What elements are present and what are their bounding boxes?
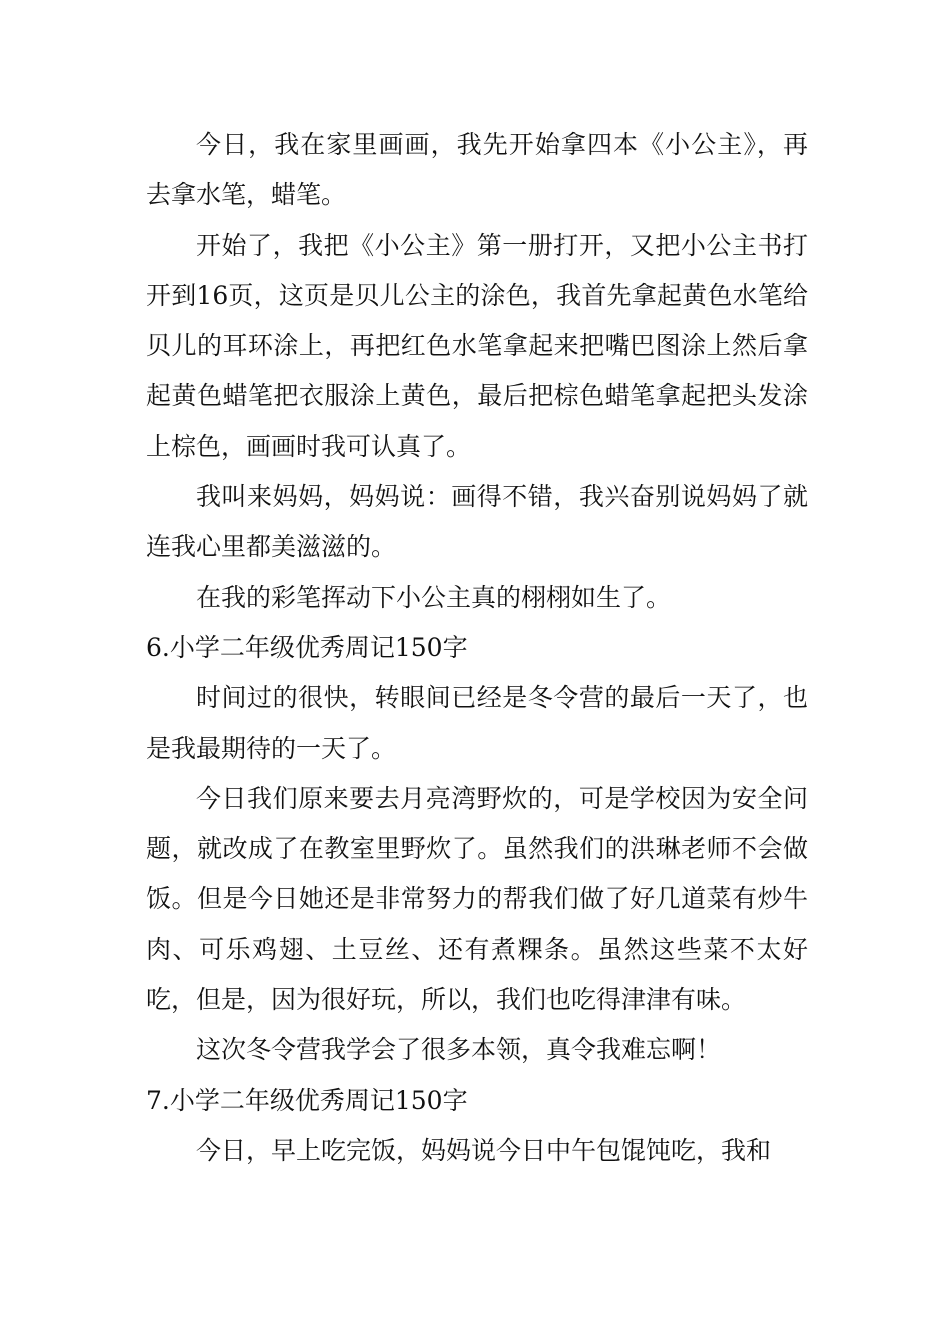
section-heading-6: 6.小学二年级优秀周记150字	[146, 632, 468, 662]
paragraph-6: 今日我们原来要去月亮湾野炊的，可是学校因为安全问题，就改成了在教室里野炊了。虽然我们的洪琳老师不会做饭。但是今日她还是非常努力的帮我们做了好几道菜有炒牛肉、可乐鸡翅、土豆丝、还有煮粿条。虽然这些菜不太好吃，但是，因为很好玩，所以，我们也吃得津津有味。	[146, 783, 808, 1015]
paragraph-7: 这次冬令营我学会了很多本领，真令我难忘啊！	[196, 1035, 722, 1065]
paragraph-5: 时间过的很快，转眼间已经是冬令营的最后一天了，也是我最期待的一天了。	[146, 683, 808, 763]
paragraph-4: 在我的彩笔挥动下小公主真的栩栩如生了。	[196, 582, 672, 612]
document-page	[146, 120, 808, 1176]
paragraph-3: 我叫来妈妈，妈妈说：画得不错，我兴奋别说妈妈了就连我心里都美滋滋的。	[146, 482, 808, 562]
paragraph-8: 今日，早上吃完饭，妈妈说今日中午包馄饨吃，我和	[196, 1135, 772, 1165]
paragraph-2: 开始了，我把《小公主》第一册打开，又把小公主书打开到16页，这页是贝儿公主的涂色，我首先拿起黄色水笔给贝儿的耳环涂上，再把红色水笔拿起来把嘴巴图涂上然后拿起黄色蜡笔把衣服涂上黄色，最后把棕色蜡笔拿起把头发涂上棕色，画画时我可认真了。	[146, 230, 808, 461]
section-heading-7: 7.小学二年级优秀周记150字	[146, 1085, 468, 1115]
paragraph-1: 今日，我在家里画画，我先开始拿四本《小公主》，再去拿水笔，蜡笔。	[146, 130, 808, 210]
